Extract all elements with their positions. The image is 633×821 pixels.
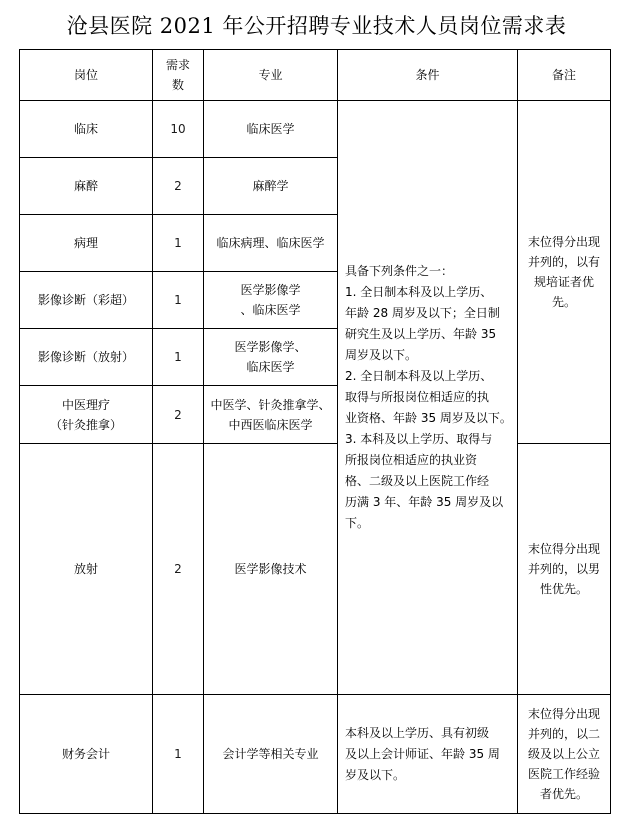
table-row [20,444,611,695]
position-line: 中医理疗 [61,397,110,412]
condition-line: 及以上会计师证、年龄 35 周 [345,746,500,761]
condition-line: 所报岗位相适应的执业资 [345,453,478,467]
remarks-cell-1 [518,101,611,444]
condition-line: 周岁及以下。 [345,348,418,362]
major-line: 、临床医学 [240,303,301,317]
condition-line: 历满 3 年、年龄 35 周岁及以 [345,495,504,509]
major-cell: 会计学等相关专业 [204,695,338,814]
remark-line: 规培证者优 [533,275,594,289]
header-conditions: 条件 [338,50,518,101]
conditions-cell-shared [338,101,518,695]
header-position: 岗位 [20,50,153,101]
major-cell: 临床病理、临床医学 [204,215,338,272]
position-cell: 财务会计 [20,695,153,814]
position-cell: 放射 [20,444,153,695]
condition-line: 具备下列条件之一： [345,264,454,278]
count-cell: 1 [153,215,204,272]
condition-line: 年龄 28 周岁及以下；全日制 [345,306,500,320]
remark-line: 先。 [551,295,576,309]
remarks-cell-2 [518,444,611,695]
remark-line: 并列的，以男 [527,562,600,576]
major-line: 医学影像学 [240,283,301,297]
table-row [20,695,611,814]
major-cell [204,386,338,444]
position-cell [20,386,153,444]
major-cell: 麻醉学 [204,158,338,215]
count-cell: 2 [153,386,204,444]
position-cell: 病理 [20,215,153,272]
major-line: 临床医学 [246,360,295,374]
remark-line: 医院工作经验 [527,767,600,781]
condition-line: 本科及以上学历、具有初级 [345,725,490,740]
remark-line: 者优先。 [539,787,588,801]
remark-line: 末位得分出现 [527,707,600,721]
header-count [153,50,204,101]
position-cell: 麻醉 [20,158,153,215]
header-count-line1: 需求 [165,58,190,72]
header-remarks: 备注 [518,50,611,101]
condition-line: 岁及以下。 [345,767,406,782]
count-cell: 2 [153,444,204,695]
remark-line: 末位得分出现 [527,542,600,556]
major-line: 中西医临床医学 [228,417,313,432]
position-line: （针灸推拿） [49,417,122,432]
conditions-cell-finance [338,695,518,814]
count-cell: 2 [153,158,204,215]
major-cell [204,329,338,386]
count-cell: 10 [153,101,204,158]
remark-line: 级及以上公立 [527,747,600,761]
condition-line: 下。 [345,516,370,530]
major-line: 医学影像学、 [234,340,307,354]
major-cell: 医学影像技术 [204,444,338,695]
position-cell: 影像诊断（放射） [20,329,153,386]
count-cell: 1 [153,695,204,814]
remark-line: 并列的，以有 [527,255,600,269]
major-cell [204,272,338,329]
condition-line: 1. 全日制本科及以上学历、 [345,285,493,299]
header-major: 专业 [204,50,338,101]
header-row [20,50,611,101]
condition-line: 格、二级及以上医院工作经 [345,474,490,488]
condition-line: 研究生及以上学历、年龄 35 [345,327,497,341]
position-cell: 影像诊断（彩超） [20,272,153,329]
remark-line: 性优先。 [539,582,588,596]
major-cell: 临床医学 [204,101,338,158]
major-line: 中医学、针灸推拿学、 [210,397,331,412]
recruitment-table [19,49,611,814]
remark-line: 并列的，以二 [527,727,600,741]
condition-line: 2. 全日制本科及以上学历、 [345,369,493,383]
count-cell: 1 [153,272,204,329]
header-count-line2: 数 [171,78,184,92]
page-title: 沧县医院 2021 年公开招聘专业技术人员岗位需求表 [66,14,567,38]
position-cell: 临床 [20,101,153,158]
table-row [20,101,611,158]
remarks-cell-3 [518,695,611,814]
condition-line: 取得与所报岗位相适应的执 [345,390,490,404]
condition-line: 业资格、年龄 35 周岁及以下。 [345,411,512,425]
condition-line: 3. 本科及以上学历、取得与 [345,432,493,446]
remark-line: 末位得分出现 [527,235,600,249]
count-cell: 1 [153,329,204,386]
